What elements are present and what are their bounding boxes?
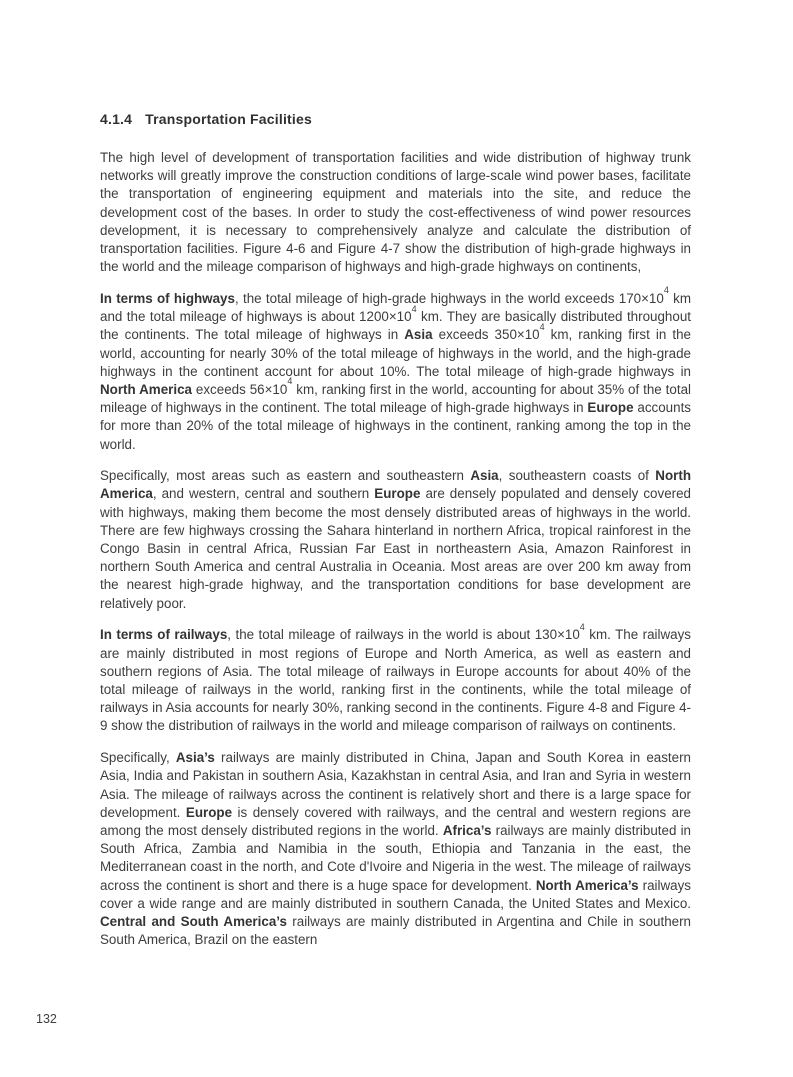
page-content	[100, 111, 691, 963]
superscript-exponent: 4	[539, 321, 545, 332]
paragraph	[100, 749, 691, 949]
text-run: , southeastern coasts of	[498, 468, 656, 484]
bold-text-run: Africa’s	[442, 822, 492, 838]
paragraphs-container	[100, 149, 691, 949]
text-run: , and western, central and southern	[152, 486, 375, 502]
bold-text-run: North America	[100, 468, 691, 502]
bold-text-run: Europe	[374, 486, 421, 502]
text-run: , the total mileage of railways in the world is about 130×10	[227, 627, 580, 643]
text-run: accounts for more than 20% of the total mileage of highways in the continent, ranking among the top in the world.	[100, 400, 691, 452]
text-run: km, ranking first in the world, accounting for about 35% of the total mileage of highways in the continent. The total mileage of high-grade highways in	[100, 381, 691, 416]
bold-text-run: North America	[100, 381, 192, 397]
paragraph	[100, 467, 691, 613]
text-run: Specifically, most areas such as eastern and southeastern	[100, 468, 471, 484]
paragraph	[100, 621, 691, 735]
superscript-exponent: 4	[663, 285, 669, 296]
text-run: exceeds 56×10	[191, 381, 288, 397]
text-run: km. They are basically distributed throughout the continents. The total mileage of highways in	[100, 309, 691, 343]
bold-text-run: In terms of highways	[100, 290, 235, 306]
text-run: is densely covered with railways, and the central and western regions are among the most densely distributed regions in the world.	[100, 804, 692, 838]
text-run: exceeds 350×10	[432, 327, 540, 343]
section-number: 4.1.4	[100, 111, 133, 127]
text-run: , the total mileage of high-grade highways in the world exceeds 170×10	[234, 290, 664, 306]
text-run: railways cover a wide range and are mainly distributed in southern Canada, the United States and Mexico.	[100, 877, 691, 911]
bold-text-run: Asia	[404, 327, 433, 343]
superscript-exponent: 4	[287, 376, 293, 387]
text-run: km and the total mileage of highways is about 1200×10	[100, 290, 691, 325]
section-title: Transportation Facilities	[145, 111, 312, 127]
text-run: km, ranking first in the world, accounting for nearly 30% of the total mileage of highways in the world, and the high-grade highways in the continent account for about 10%. The total mileage of high-grade highways in	[100, 327, 691, 379]
bold-text-run: Asia	[470, 468, 499, 484]
bold-text-run: North America’s	[535, 877, 639, 893]
bold-text-run: Europe	[185, 804, 233, 820]
section-heading	[100, 111, 691, 127]
text-run: railways are mainly distributed in South Africa, Zambia and Namibia in the south, Ethiopia and Tanzania in the east, the Mediterranean coast in the north, and Cote d'Ivoire and Nigeria in the west. The mileage of railways across the continent is short and there is a huge space for development.	[100, 822, 691, 893]
text-run: railways are mainly distributed in China, Japan and South Korea in eastern Asia, India and Pakistan in southern Asia, Kazakhstan in central Asia, and Iran and Syria in western Asia. The mileage of railways across the continent is relatively short and there is a large space for development.	[100, 750, 691, 820]
paragraph	[100, 285, 691, 454]
text-run: railways are mainly distributed in Argentina and Chile in southern South America, Brazil on the eastern	[100, 913, 691, 948]
bold-text-run: Central and South America’s	[100, 913, 287, 929]
text-run: The high level of development of transportation facilities and wide distribution of highway trunk networks will greatly improve the construction conditions of large-scale wind power bases, facilitate the transportation of engineering equipment and materials into the site, and reduce the development cost of the bases. In order to study the cost-effectiveness of wind power resources development, it is necessary to comprehensively analyze and calculate the distribution of transportation facilities. Figure 4-6 and Figure 4-7 show the distribution of high-grade highways in the world and the mileage comparison of highways and high-grade highways on continents,	[100, 150, 691, 275]
superscript-exponent: 4	[579, 621, 585, 632]
bold-text-run: Europe	[587, 400, 634, 416]
text-run: Specifically,	[100, 750, 176, 766]
page-number: 132	[36, 1012, 57, 1026]
bold-text-run: Asia’s	[175, 750, 215, 766]
superscript-exponent: 4	[411, 303, 417, 314]
text-run: km. The railways are mainly distributed in most regions of Europe and North America, as well as eastern and southern regions of Asia. The total mileage of railways in Europe accounts for about 40% of the total mileage of railways in the world, ranking first in the continents, while the total mileage of railways in Asia accounts for nearly 30%, ranking second in the continents. Figure 4-8 and Figure 4-9 show the distribution of railways in the world and mileage comparison of railways on continents.	[100, 627, 691, 734]
text-run: are densely populated and densely covered with highways, making them become the most densely distributed areas of highways in the world. There are few highways crossing the Sahara hinterland in northern Africa, tropical rainforest in the Congo Basin in central Africa, Russian Far East in northeastern Asia, Amazon Rainforest in northern South America and central Australia in Oceania. Most areas are over 200 km away from the nearest high-grade highway, and the transportation conditions for base development are relatively poor.	[100, 486, 691, 611]
bold-text-run: In terms of railways	[100, 627, 228, 643]
paragraph	[100, 149, 691, 276]
